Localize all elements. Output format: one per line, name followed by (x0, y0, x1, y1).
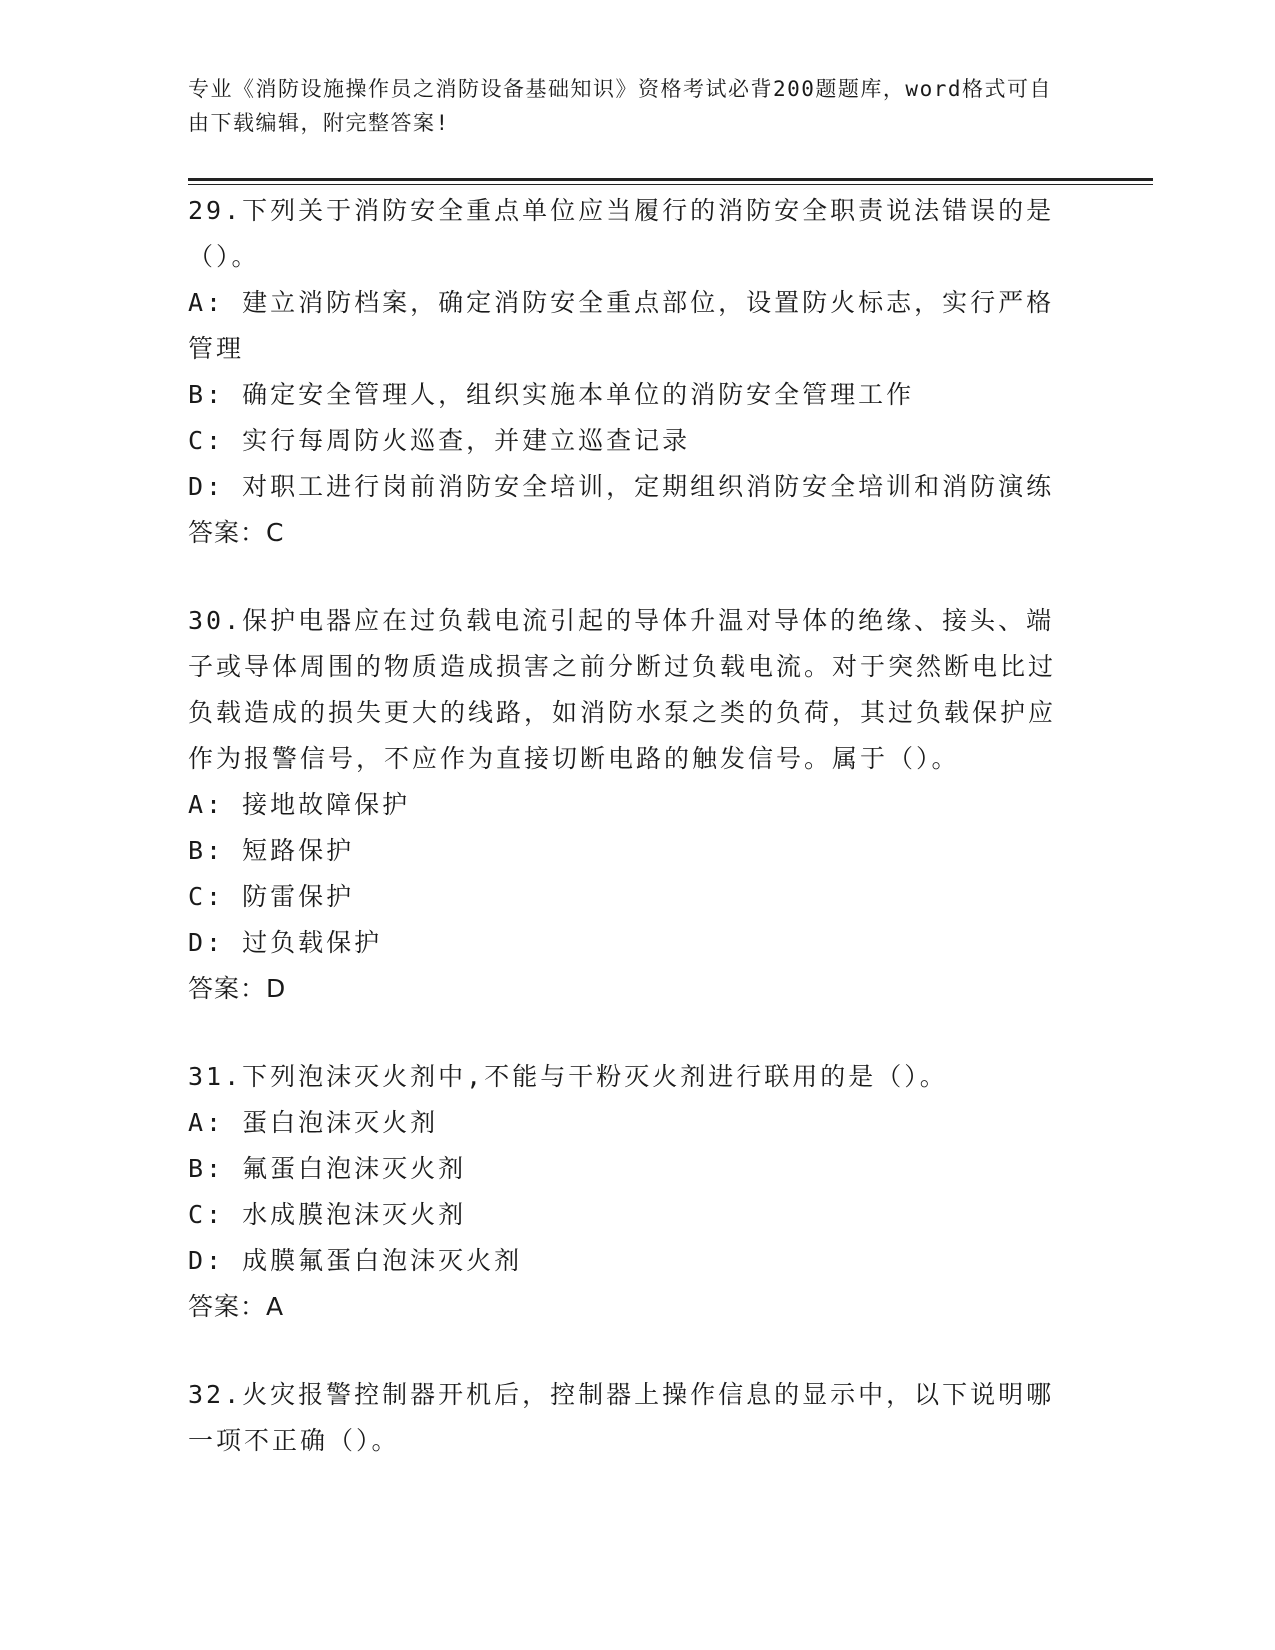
option-c: C: 水成膜泡沫灭火剂 (188, 1200, 467, 1229)
answer: 答案：A (188, 1292, 285, 1321)
option-a: A: 建立消防档案，确定消防安全重点部位，设置防火标志，实行严格管理 (188, 288, 1055, 363)
header-divider-thick (188, 178, 1153, 181)
question-29 (188, 188, 1078, 556)
question-stem: 31.下列泡沫灭火剂中,不能与干粉灭火剂进行联用的是（）。 (188, 1062, 948, 1091)
option-d: D: 过负载保护 (188, 928, 383, 957)
header-divider-thin (188, 184, 1153, 185)
option-c: C: 实行每周防火巡查，并建立巡查记录 (188, 426, 691, 455)
question-stem: 30.保护电器应在过负载电流引起的导体升温对导体的绝缘、接头、端子或导体周围的物质造成损害之前分断过负载电流。对于突然断电比过负载造成的损失更大的线路，如消防水泵之类的负荷，其过负载保护应作为报警信号，不应作为直接切断电路的触发信号。属于（）。 (188, 606, 1057, 773)
option-b: B: 短路保护 (188, 836, 355, 865)
question-32 (188, 1372, 1078, 1464)
option-b: B: 确定安全管理人，组织实施本单位的消防安全管理工作 (188, 380, 915, 409)
option-c: C: 防雷保护 (188, 882, 355, 911)
option-d: D: 对职工进行岗前消防安全培训，定期组织消防安全培训和消防演练 (188, 472, 1055, 501)
answer: 答案：D (188, 974, 287, 1003)
option-a: A: 接地故障保护 (188, 790, 411, 819)
document-header: 专业《消防设施操作员之消防设备基础知识》资格考试必背200题题库，word格式可自由下载编辑，附完整答案! (188, 77, 1052, 135)
answer: 答案：C (188, 518, 285, 547)
option-a: A: 蛋白泡沫灭火剂 (188, 1108, 439, 1137)
option-d: D: 成膜氟蛋白泡沫灭火剂 (188, 1246, 523, 1275)
question-stem: 29.下列关于消防安全重点单位应当履行的消防安全职责说法错误的是（）。 (188, 196, 1055, 271)
option-b: B: 氟蛋白泡沫灭火剂 (188, 1154, 467, 1183)
question-31 (188, 1054, 1078, 1330)
question-stem: 32.火灾报警控制器开机后，控制器上操作信息的显示中，以下说明哪一项不正确（）。 (188, 1380, 1055, 1455)
question-30 (188, 598, 1078, 1012)
